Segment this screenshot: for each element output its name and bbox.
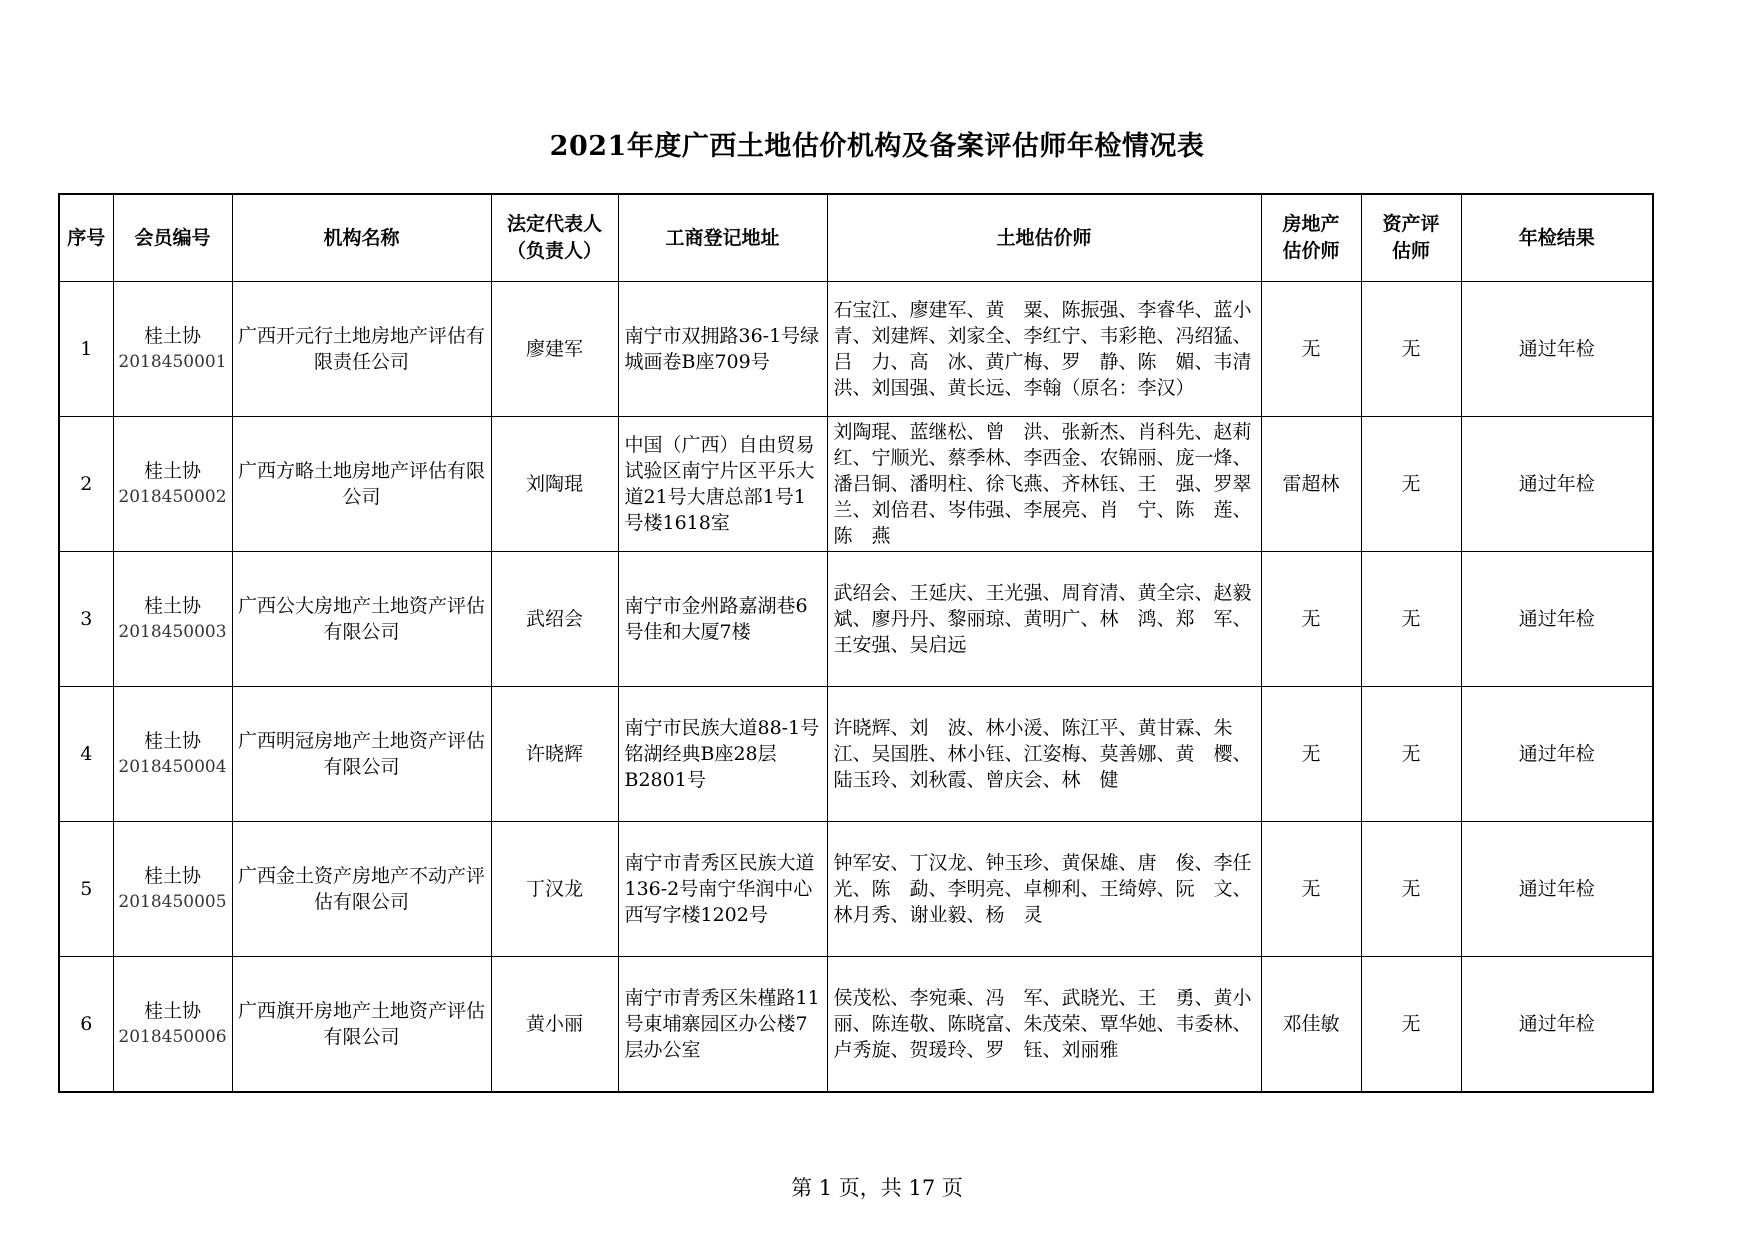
- inspection-result: 通过年检: [1461, 282, 1653, 417]
- asset-appraisers: 无: [1361, 417, 1461, 552]
- real-estate-appraisers: 无: [1261, 822, 1361, 957]
- org-name: 广西金土资产房地产不动产评估有限公司: [232, 822, 491, 957]
- land-appraisers: 石宝江、廖建军、黄 粟、陈振强、李睿华、蓝小青、刘建辉、刘家全、李红宁、韦彩艳、冯绍猛、吕 力、高 冰、黄广梅、罗 静、陈 媚、韦清洪、刘国强、黄长远、李翰（原名：李汉）: [827, 282, 1261, 417]
- row-no: 3: [59, 552, 113, 687]
- header-address: 工商登记地址: [618, 194, 827, 282]
- member-code: 2018450004: [118, 757, 227, 777]
- annual-inspection-table: [58, 193, 1654, 1093]
- member-prefix: 桂土协: [143, 865, 201, 887]
- asset-appraisers: 无: [1361, 957, 1461, 1093]
- representative: 廖建军: [491, 282, 618, 417]
- real-estate-appraisers: 雷超林: [1261, 417, 1361, 552]
- member-prefix: 桂土协: [143, 1000, 201, 1022]
- org-name: 广西方略土地房地产评估有限公司: [232, 417, 491, 552]
- real-estate-appraisers: 无: [1261, 552, 1361, 687]
- org-name: 广西明冠房地产土地资产评估有限公司: [232, 687, 491, 822]
- real-estate-appraisers: 无: [1261, 282, 1361, 417]
- representative: 丁汉龙: [491, 822, 618, 957]
- address: 南宁市民族大道88-1号铭湖经典B座28层B2801号: [618, 687, 827, 822]
- org-name: 广西旗开房地产土地资产评估有限公司: [232, 957, 491, 1093]
- member-id: [113, 417, 232, 552]
- row-no: 4: [59, 687, 113, 822]
- address: 南宁市双拥路36-1号绿城画卷B座709号: [618, 282, 827, 417]
- real-estate-appraisers: 邓佳敏: [1261, 957, 1361, 1093]
- header-asset-appraisers: 资产评估师: [1361, 194, 1461, 282]
- representative: 许晓辉: [491, 687, 618, 822]
- land-appraisers: 钟军安、丁汉龙、钟玉珍、黄保雄、唐 俊、李任光、陈 勐、李明亮、卓柳利、王绮婷、阮 文、林月秀、谢业毅、杨 灵: [827, 822, 1261, 957]
- member-code: 2018450003: [118, 622, 227, 642]
- representative: 黄小丽: [491, 957, 618, 1093]
- table-row: [59, 687, 1653, 822]
- asset-appraisers: 无: [1361, 282, 1461, 417]
- table-header-row: [59, 194, 1653, 282]
- member-code: 2018450006: [118, 1027, 227, 1047]
- real-estate-appraisers: 无: [1261, 687, 1361, 822]
- member-prefix: 桂土协: [143, 595, 201, 617]
- inspection-result: 通过年检: [1461, 417, 1653, 552]
- table-row: [59, 957, 1653, 1093]
- land-appraisers: 许晓辉、刘 波、林小湲、陈江平、黄甘霖、朱 江、吴国胜、林小钰、江姿梅、莫善娜、黄 樱、陆玉玲、刘秋霞、曾庆会、林 健: [827, 687, 1261, 822]
- member-prefix: 桂土协: [143, 325, 201, 347]
- inspection-result: 通过年检: [1461, 552, 1653, 687]
- member-id: [113, 687, 232, 822]
- inspection-result: 通过年检: [1461, 687, 1653, 822]
- page-footer: 第 1 页，共 17 页: [791, 1176, 963, 1200]
- org-name: 广西开元行土地房地产评估有限责任公司: [232, 282, 491, 417]
- member-id: [113, 282, 232, 417]
- header-member-id: 会员编号: [113, 194, 232, 282]
- member-prefix: 桂土协: [143, 730, 201, 752]
- row-no: 5: [59, 822, 113, 957]
- address: 南宁市金州路嘉湖巷6号佳和大厦7楼: [618, 552, 827, 687]
- address: 中国（广西）自由贸易试验区南宁片区平乐大道21号大唐总部1号1号楼1618室: [618, 417, 827, 552]
- address: 南宁市青秀区民族大道136-2号南宁华润中心西写字楼1202号: [618, 822, 827, 957]
- row-no: 2: [59, 417, 113, 552]
- table-row: [59, 552, 1653, 687]
- representative: 武绍会: [491, 552, 618, 687]
- member-id: [113, 552, 232, 687]
- land-appraisers: 武绍会、王延庆、王光强、周育清、黄全宗、赵毅斌、廖丹丹、黎丽琼、黄明广、林 鸿、郑 军、王安强、吴启远: [827, 552, 1261, 687]
- member-id: [113, 957, 232, 1093]
- header-representative: 法定代表人（负责人）: [491, 194, 618, 282]
- member-code: 2018450001: [118, 352, 227, 372]
- member-prefix: 桂土协: [143, 460, 201, 482]
- header-org-name: 机构名称: [232, 194, 491, 282]
- member-id: [113, 822, 232, 957]
- inspection-result: 通过年检: [1461, 822, 1653, 957]
- page-title: 2021年度广西土地估价机构及备案评估师年检情况表: [549, 131, 1205, 162]
- header-real-estate-appraisers: 房地产估价师: [1261, 194, 1361, 282]
- representative: 刘陶琨: [491, 417, 618, 552]
- row-no: 1: [59, 282, 113, 417]
- land-appraisers: 刘陶琨、蓝继松、曾 洪、张新杰、肖科先、赵莉红、宁顺光、蔡季林、李西金、农锦丽、庞一烽、潘吕铜、潘明柱、徐飞燕、齐林钰、王 强、罗翠兰、刘倍君、岑伟强、李展亮、肖 宁、陈 莲、陈 燕: [827, 417, 1261, 552]
- address: 南宁市青秀区朱槿路11号東埔寨园区办公楼7层办公室: [618, 957, 827, 1093]
- header-no: 序号: [59, 194, 113, 282]
- asset-appraisers: 无: [1361, 687, 1461, 822]
- table-row: [59, 822, 1653, 957]
- inspection-result: 通过年检: [1461, 957, 1653, 1093]
- table-row: [59, 417, 1653, 552]
- asset-appraisers: 无: [1361, 552, 1461, 687]
- org-name: 广西公大房地产土地资产评估有限公司: [232, 552, 491, 687]
- header-land-appraisers: 土地估价师: [827, 194, 1261, 282]
- member-code: 2018450005: [118, 892, 227, 912]
- land-appraisers: 侯茂松、李宛乘、冯 军、武晓光、王 勇、黄小丽、陈连敬、陈晓富、朱茂荣、覃华她、韦委林、卢秀旋、贺瑗玲、罗 钰、刘丽雅: [827, 957, 1261, 1093]
- row-no: 6: [59, 957, 113, 1093]
- header-result: 年检结果: [1461, 194, 1653, 282]
- table-row: [59, 282, 1653, 417]
- asset-appraisers: 无: [1361, 822, 1461, 957]
- member-code: 2018450002: [118, 487, 227, 507]
